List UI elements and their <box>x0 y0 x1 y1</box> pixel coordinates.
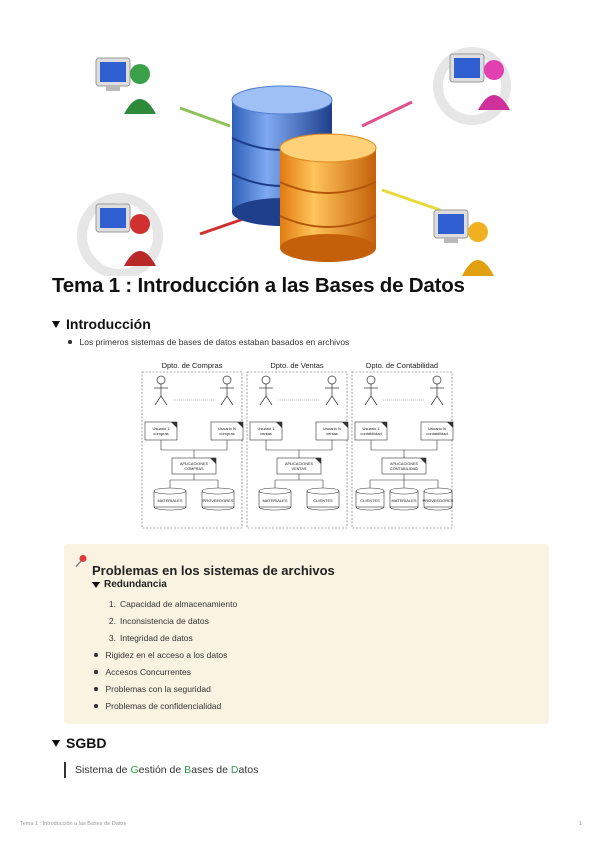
toggle-introduccion[interactable] <box>52 316 151 332</box>
toggle-triangle-icon <box>52 740 60 747</box>
list-item: Problemas con la seguridad <box>94 684 211 694</box>
user-terminal-label: Usuario N <box>323 426 341 431</box>
toggle-sgbd-label: SGBD <box>66 735 107 751</box>
sgbd-quote: Sistema de Gestión de Bases de Datos <box>64 762 258 778</box>
pushpin-icon <box>74 554 88 568</box>
user-terminal-label: Usuario N <box>218 426 236 431</box>
application-box <box>382 458 426 474</box>
user-figure-icon <box>433 376 441 384</box>
user-terminal-label: Usuario N <box>428 426 446 431</box>
toggle-introduccion-label: Introducción <box>66 316 151 332</box>
user-terminal-label: compras <box>153 431 169 436</box>
list-item <box>68 337 349 347</box>
bullet-icon <box>94 670 98 674</box>
application-box <box>277 458 321 474</box>
user-terminal-label: Usuario 1 <box>257 426 275 431</box>
department-label: Dpto. de Compras <box>161 361 223 370</box>
list-item: Accesos Concurrentes <box>94 667 191 677</box>
toggle-sgbd[interactable] <box>52 735 106 751</box>
application-label: CONTABILIDAD <box>390 467 418 471</box>
file-cylinder-label: MATERIALES <box>262 498 288 503</box>
user-computer-icon-green <box>96 58 156 114</box>
application-label: APLICACIONES <box>284 462 314 466</box>
file-cylinder-label: PROVEEDORES <box>202 498 234 503</box>
callout-title: Problemas en los sistemas de archivos <box>92 563 335 578</box>
application-label: APLICACIONES <box>179 462 209 466</box>
file-cylinder-label: CLIENTES <box>360 498 380 503</box>
department-label: Dpto. de Ventas <box>270 361 324 370</box>
user-computer-icon-yellow <box>434 210 494 276</box>
toggle-triangle-icon <box>52 321 60 328</box>
user-computer-icon-red <box>82 198 158 274</box>
hero-database-image <box>52 44 549 276</box>
user-terminal-label: Usuario 1 <box>362 426 380 431</box>
file-system-diagram <box>141 358 457 530</box>
user-terminal-label: contabilidad <box>360 431 382 436</box>
user-figure-icon <box>367 376 375 384</box>
file-cylinder-label: PROVEEDORES <box>422 498 454 503</box>
application-label: VENTAS <box>291 467 307 471</box>
user-computer-icon-magenta <box>438 52 510 120</box>
user-terminal-label: Usuario 1 <box>152 426 170 431</box>
toggle-redundancia[interactable] <box>92 579 167 590</box>
toggle-redundancia-label: Redundancia <box>104 579 167 590</box>
callout-problemas <box>64 544 549 724</box>
footer-page-number: 1 <box>578 821 582 827</box>
application-label: COMPRAS <box>184 467 204 471</box>
orange-database-icon <box>280 134 376 262</box>
list-item: Rigidez en el acceso a los datos <box>94 650 227 660</box>
user-terminal-label: ventas <box>260 431 272 436</box>
user-terminal-label: contabilidad <box>426 431 448 436</box>
application-box <box>172 458 216 474</box>
toggle-triangle-icon <box>92 582 100 588</box>
page-title: Tema 1 : Introducción a las Bases de Datos <box>52 274 465 297</box>
numbered-item: 2. Inconsistencia de datos <box>108 616 209 626</box>
user-terminal-label: ventas <box>326 431 338 436</box>
numbered-item: 3. Integridad de datos <box>108 633 193 643</box>
user-figure-icon <box>157 376 165 384</box>
user-terminal-label: compras <box>219 431 235 436</box>
bullet-icon <box>94 653 98 657</box>
department-label: Dpto. de Contabilidad <box>365 361 439 370</box>
file-cylinder-label: MATERIALES <box>391 498 417 503</box>
file-cylinder-label: MATERIALES <box>157 498 183 503</box>
user-figure-icon <box>223 376 231 384</box>
user-figure-icon <box>328 376 336 384</box>
bullet-icon <box>94 704 98 708</box>
list-item: Problemas de confidencialidad <box>94 701 221 711</box>
file-cylinder-label: CLIENTES <box>313 498 333 503</box>
application-label: APLICACIONES <box>389 462 419 466</box>
list-item-text: Los primeros sistemas de bases de datos estaban basados en archivos <box>79 337 350 347</box>
numbered-item: 1. Capacidad de almacenamiento <box>108 599 238 609</box>
footer-title: Tema 1 : Introducción a las Bases de Datos <box>20 821 127 827</box>
bullet-icon <box>94 687 98 691</box>
bullet-icon <box>68 340 72 344</box>
user-figure-icon <box>262 376 270 384</box>
